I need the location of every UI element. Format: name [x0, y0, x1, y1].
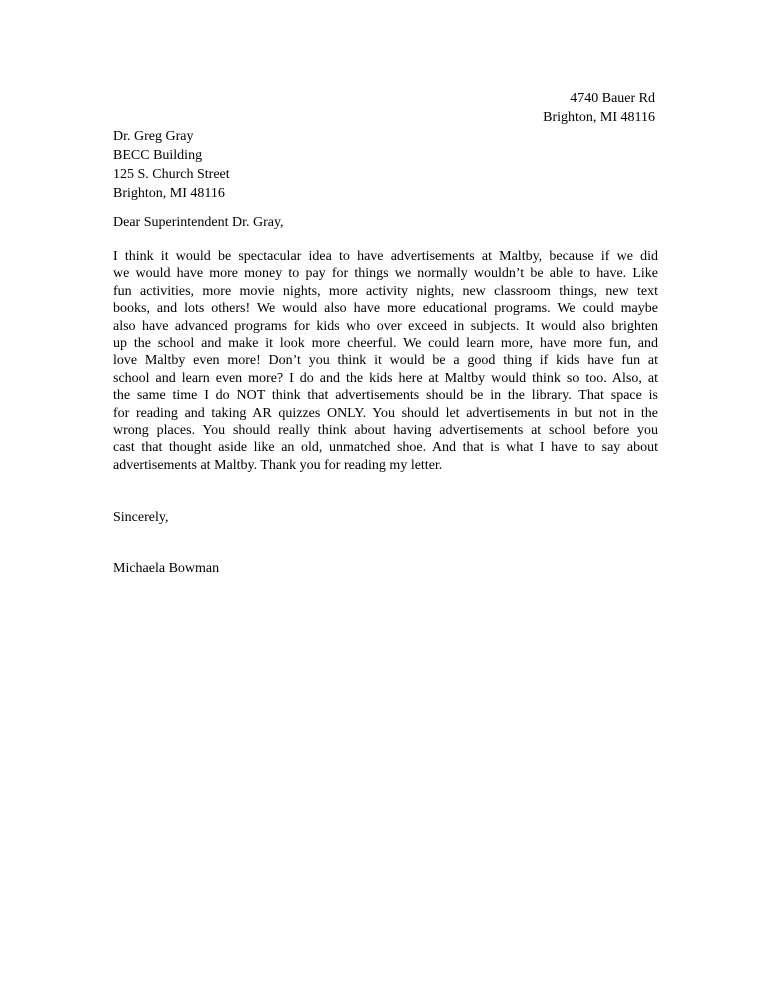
letter-body — [113, 248, 658, 474]
recipient-building: BECC Building — [113, 148, 203, 163]
recipient-address — [113, 127, 230, 203]
signature-name: Michaela Bowman — [113, 561, 220, 576]
body-line: up the school and make it look more cheerful. We could learn more, have more fun, and — [113, 336, 658, 352]
recipient-name: Dr. Greg Gray — [113, 129, 194, 144]
body-line: cast that thought aside like an old, unmatched shoe. And that is what I have to say about — [113, 440, 658, 456]
closing: Sincerely, — [113, 510, 169, 525]
body-line: school and learn even more? I do and the kids here at Maltby would think so too. Also, at — [113, 370, 658, 386]
body-line: fun activities, more movie nights, more activity nights, new classroom things, new text — [113, 283, 658, 299]
body-line: love Maltby even more! Don’t you think it would be a good thing if kids have fun at — [113, 353, 658, 369]
recipient-street: 125 S. Church Street — [113, 167, 230, 182]
sender-address — [543, 89, 655, 127]
salutation: Dear Superintendent Dr. Gray, — [113, 215, 284, 230]
sender-street: 4740 Bauer Rd — [570, 91, 655, 106]
body-line: the same time I do NOT think that advertisements should be in the library. That space is — [113, 388, 658, 404]
sender-city-state-zip: Brighton, MI 48116 — [543, 110, 655, 125]
body-line: also have advanced programs for kids who over exceed in subjects. It would also brighten — [113, 318, 658, 334]
body-line: advertisements at Maltby. Thank you for reading my letter. — [113, 457, 443, 473]
recipient-city-state-zip: Brighton, MI 48116 — [113, 186, 225, 201]
body-line: books, and lots others! We would also have more educational programs. We could maybe — [113, 301, 658, 317]
body-line: for reading and taking AR quizzes ONLY. You should let advertisements in but not in the — [113, 405, 658, 421]
body-line: I think it would be spectacular idea to have advertisements at Maltby, because if we did — [113, 249, 658, 264]
body-line: wrong places. You should really think about having advertisements at school before you — [113, 423, 658, 439]
body-line: we would have more money to pay for things we normally wouldn’t be able to have. Like — [113, 266, 658, 282]
